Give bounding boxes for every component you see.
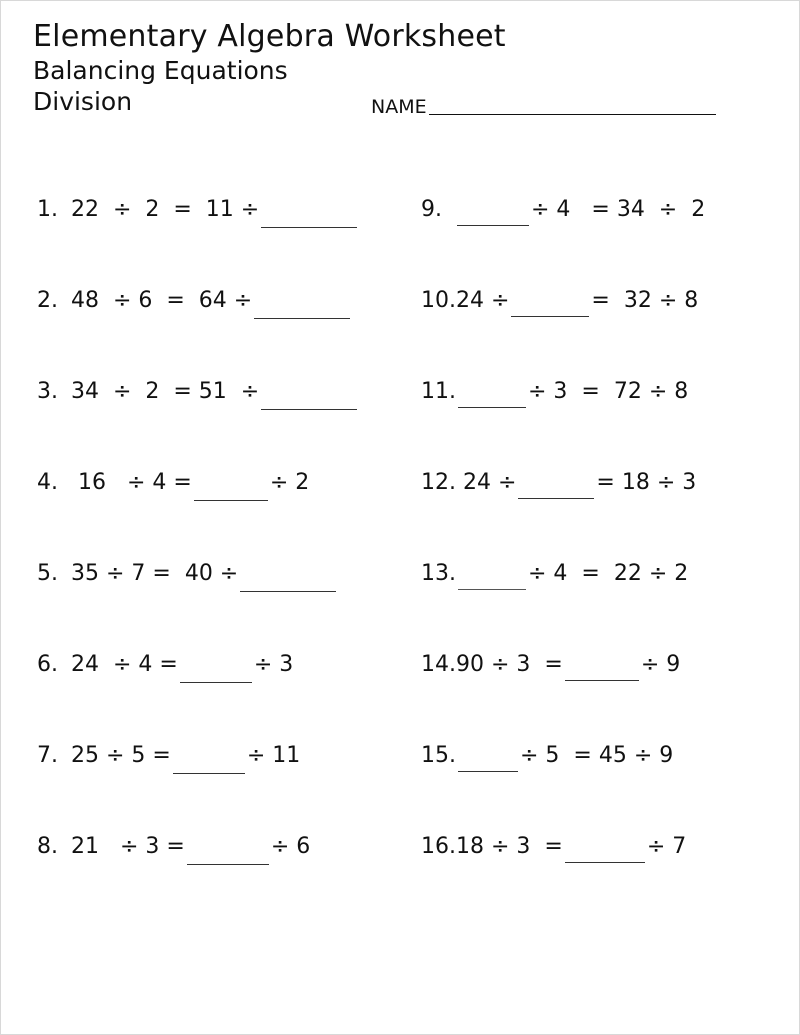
problem-row (1, 652, 800, 743)
problem-number: 9. (421, 197, 442, 222)
problem-cell-5 (1, 561, 401, 652)
answer-blank[interactable] (565, 840, 645, 863)
answer-blank[interactable] (240, 569, 336, 592)
equation-text-before: 90 ÷ 3 = (456, 652, 563, 677)
problem-cell-12 (401, 470, 800, 561)
page-title: Elementary Algebra Worksheet (33, 19, 506, 54)
equation-2 (37, 288, 401, 314)
equation-10 (421, 288, 800, 314)
page-subtitle-2: Division (33, 87, 133, 116)
equation-text-before: 25 ÷ 5 = (71, 743, 171, 768)
equation-text-after: ÷ 9 (640, 652, 681, 677)
answer-blank[interactable] (458, 567, 526, 590)
equation-text-before: 24 ÷ 4 = (71, 652, 178, 677)
equation-text-before: 16 ÷ 4 = (71, 470, 192, 495)
equation-12 (421, 470, 800, 496)
equation-text-before: 22 ÷ 2 = 11 ÷ (71, 197, 260, 222)
problem-cell-14 (401, 652, 800, 743)
problem-grid (1, 197, 800, 925)
equation-text-after: ÷ 4 = 34 ÷ 2 (531, 197, 706, 222)
answer-blank[interactable] (458, 749, 518, 772)
problem-cell-3 (1, 379, 401, 470)
equation-text-after: ÷ 7 (646, 834, 687, 859)
problem-cell-13 (401, 561, 800, 652)
answer-blank[interactable] (261, 205, 357, 228)
equation-text-before: 35 ÷ 7 = 40 ÷ (71, 561, 239, 586)
equation-5 (37, 561, 401, 587)
problem-number: 11. (421, 379, 456, 404)
answer-blank[interactable] (173, 751, 245, 774)
problem-cell-4 (1, 470, 401, 561)
problem-number: 16. (421, 834, 456, 859)
problem-number: 6. (37, 652, 58, 677)
equation-text-after: ÷ 3 (253, 652, 294, 677)
equation-7 (37, 743, 401, 769)
equation-14 (421, 652, 800, 678)
answer-blank[interactable] (261, 387, 357, 410)
problem-row (1, 288, 800, 379)
equation-16 (421, 834, 800, 860)
equation-text-after: = 32 ÷ 8 (591, 288, 699, 313)
answer-blank[interactable] (518, 476, 594, 499)
problem-cell-8 (1, 834, 401, 925)
equation-text-before: 18 ÷ 3 = (456, 834, 563, 859)
problem-number: 12. (421, 470, 456, 495)
equation-text-before: 24 ÷ (456, 288, 510, 313)
problem-cell-2 (1, 288, 401, 379)
problem-row (1, 743, 800, 834)
equation-text-before: 21 ÷ 3 = (71, 834, 185, 859)
problem-number: 1. (37, 197, 58, 222)
problem-number: 2. (37, 288, 58, 313)
equation-text-after: ÷ 6 (270, 834, 311, 859)
problem-row (1, 561, 800, 652)
name-write-line[interactable] (429, 114, 716, 115)
problem-number: 13. (421, 561, 456, 586)
problem-cell-6 (1, 652, 401, 743)
equation-text-before: 34 ÷ 2 = 51 ÷ (71, 379, 260, 404)
equation-text-after: ÷ 3 = 72 ÷ 8 (528, 379, 689, 404)
equation-9 (421, 197, 800, 223)
problem-number: 5. (37, 561, 58, 586)
equation-15 (421, 743, 800, 769)
problem-number: 10. (421, 288, 456, 313)
problem-cell-15 (401, 743, 800, 834)
answer-blank[interactable] (254, 296, 350, 319)
problem-number: 3. (37, 379, 58, 404)
problem-number: 7. (37, 743, 58, 768)
equation-text-after: ÷ 4 = 22 ÷ 2 (528, 561, 689, 586)
equation-3 (37, 379, 401, 405)
problem-cell-11 (401, 379, 800, 470)
equation-text-after: ÷ 2 (269, 470, 310, 495)
equation-text-after: ÷ 11 (246, 743, 301, 768)
answer-blank[interactable] (565, 658, 639, 681)
problem-cell-7 (1, 743, 401, 834)
equation-4 (37, 470, 401, 496)
problem-cell-10 (401, 288, 800, 379)
answer-blank[interactable] (511, 294, 589, 317)
problem-row (1, 197, 800, 288)
problem-cell-1 (1, 197, 401, 288)
name-label: NAME (371, 96, 427, 118)
problem-row (1, 834, 800, 925)
equation-11 (421, 379, 800, 405)
problem-number: 15. (421, 743, 456, 768)
problem-row (1, 379, 800, 470)
answer-blank[interactable] (180, 660, 252, 683)
answer-blank[interactable] (187, 842, 269, 865)
answer-blank[interactable] (458, 385, 526, 408)
problem-cell-16 (401, 834, 800, 925)
problem-cell-9 (401, 197, 800, 288)
equation-13 (421, 561, 800, 587)
page-subtitle: Balancing Equations (33, 56, 288, 85)
equation-text-after: = 18 ÷ 3 (596, 470, 697, 495)
name-field[interactable] (371, 96, 716, 118)
equation-text-after: ÷ 5 = 45 ÷ 9 (520, 743, 674, 768)
equation-text-before: 24 ÷ (456, 470, 517, 495)
equation-6 (37, 652, 401, 678)
equation-text-before: 48 ÷ 6 = 64 ÷ (71, 288, 253, 313)
problem-number: 4. (37, 470, 58, 495)
equation-8 (37, 834, 401, 860)
problem-number: 8. (37, 834, 58, 859)
problem-number: 14. (421, 652, 456, 677)
answer-blank[interactable] (194, 478, 268, 501)
problem-row (1, 470, 800, 561)
equation-1 (37, 197, 401, 223)
answer-blank[interactable] (457, 203, 529, 226)
